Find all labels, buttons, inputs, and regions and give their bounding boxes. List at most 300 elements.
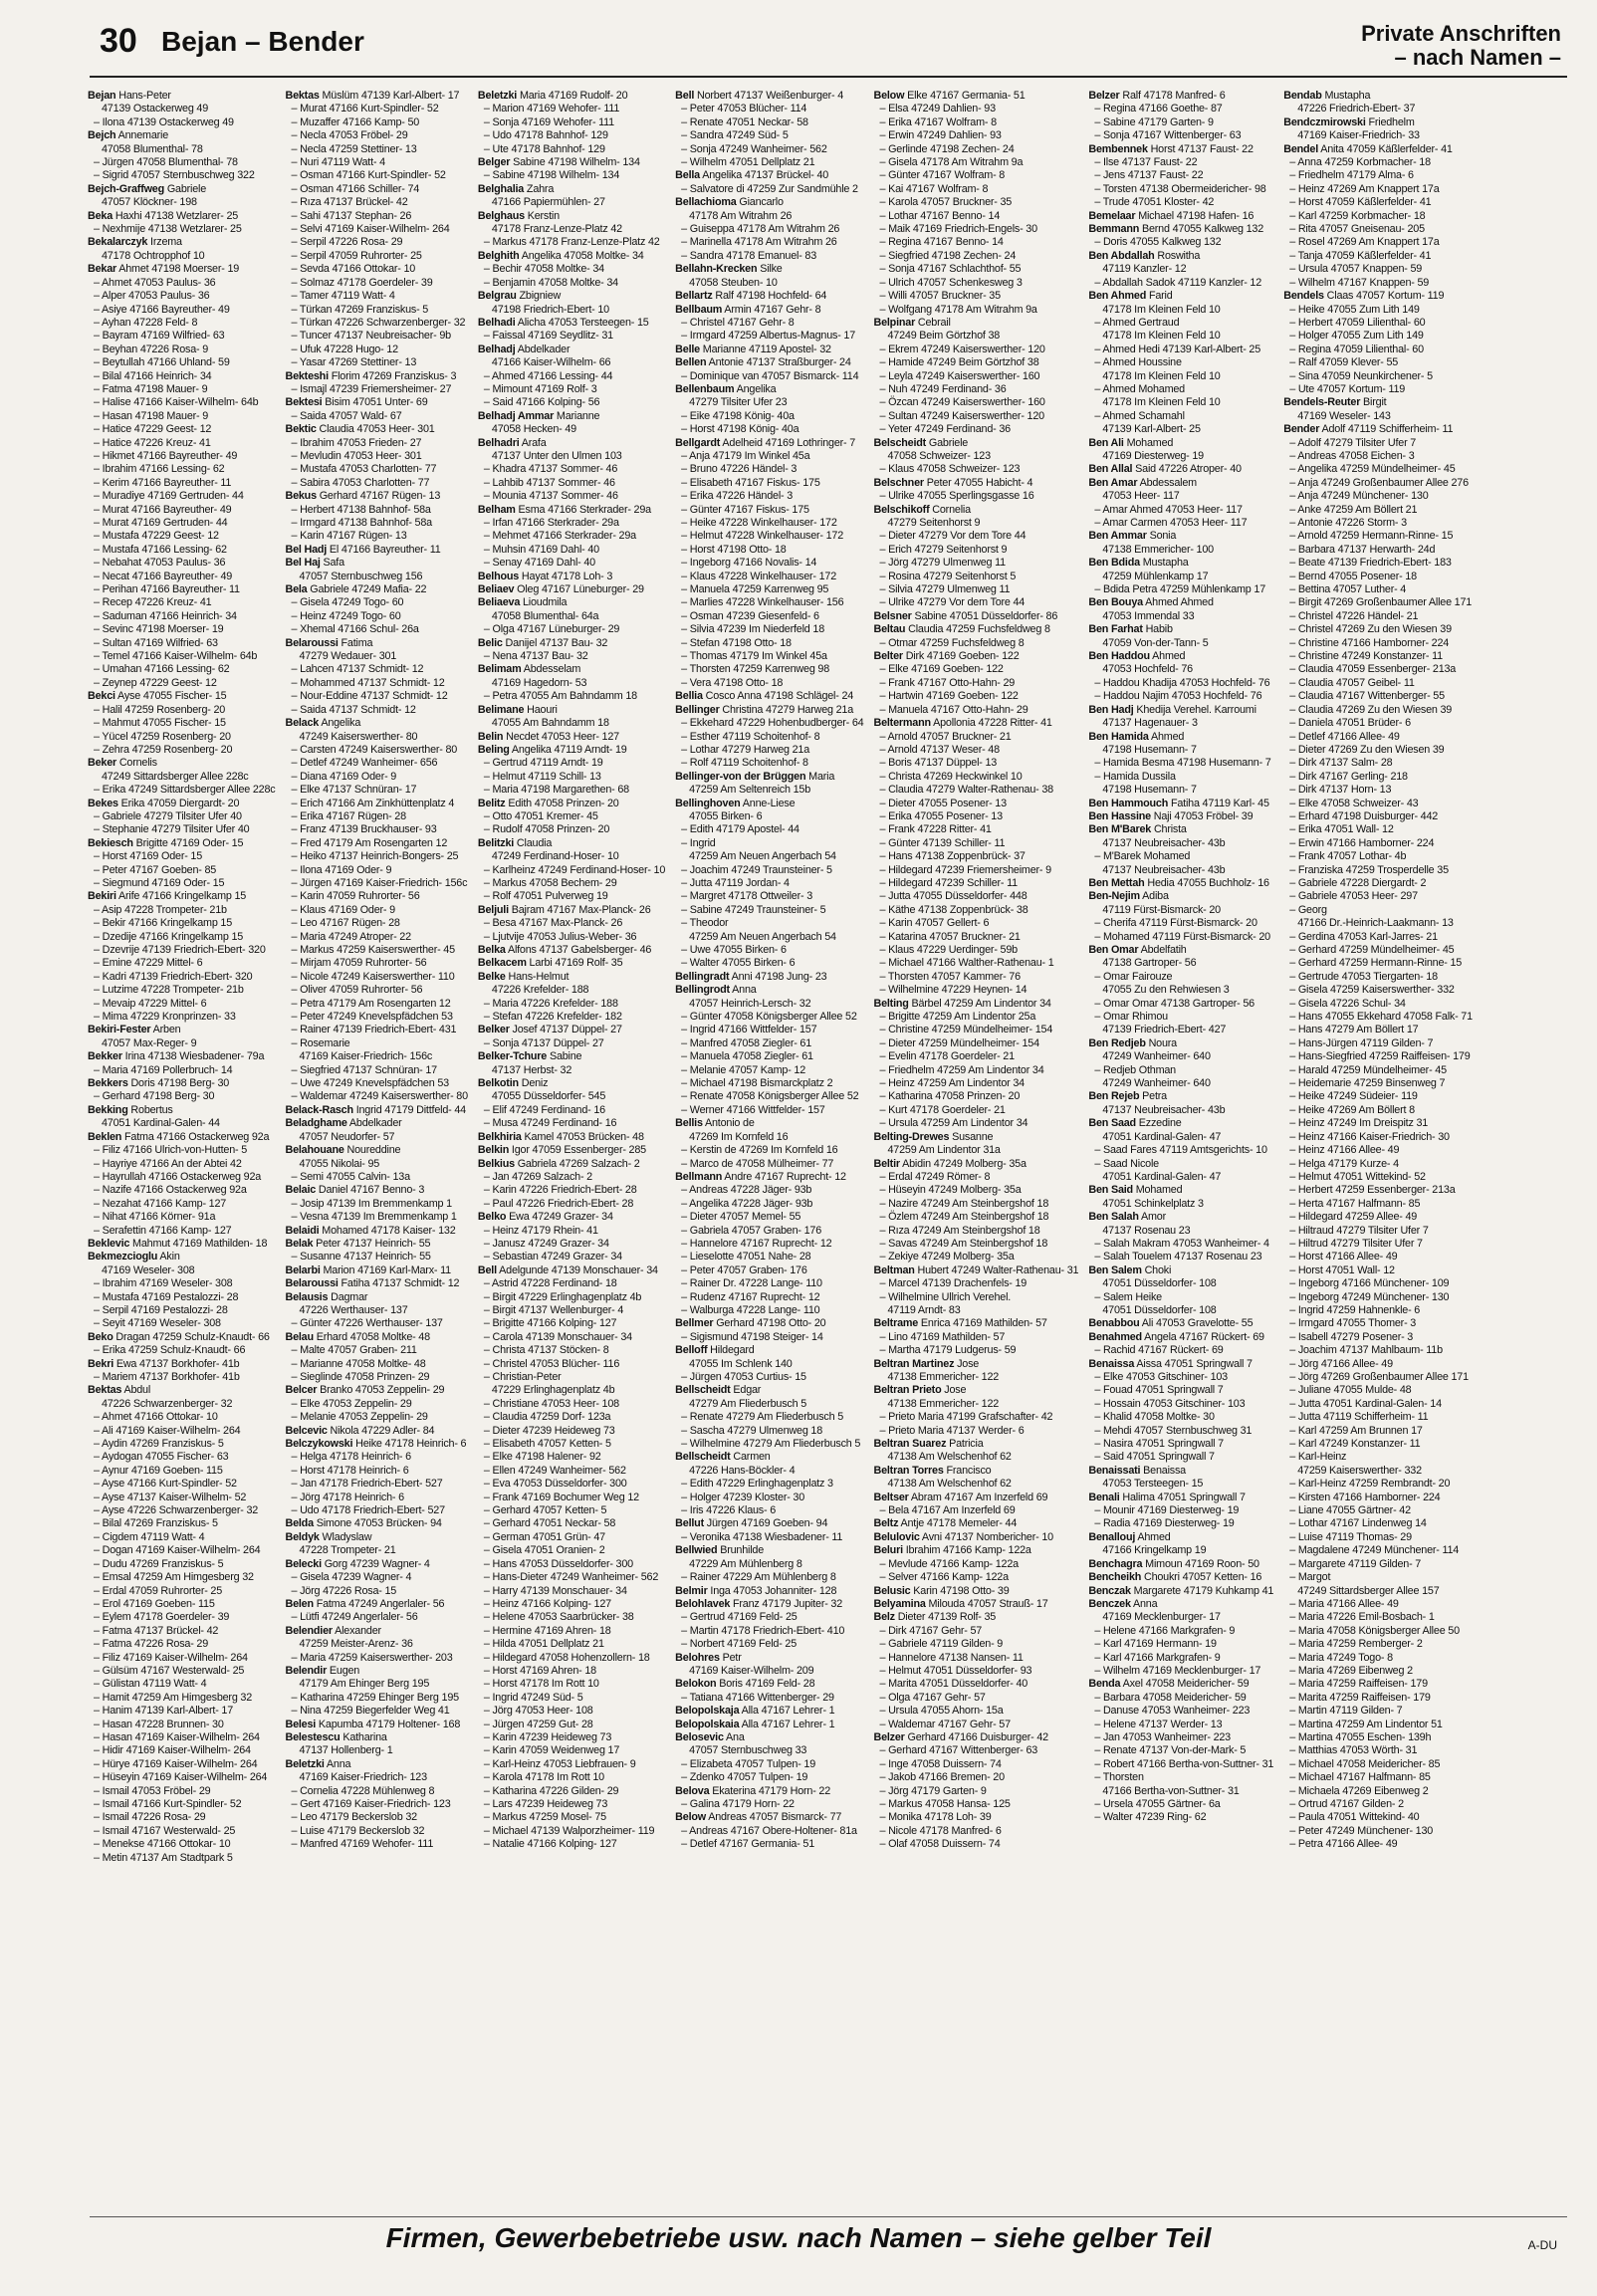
surname: Ben Omar [1088,944,1139,956]
listing-subentry [88,1744,275,1757]
listing-subentry [1283,1211,1473,1224]
listing-subentry [873,396,1078,409]
entry-detail: – Jürgen 47053 Curtius- 15 [681,1371,806,1383]
entry-detail: – Detlef 47249 Wanheimer- 656 [291,757,438,770]
entry-detail: – Ursela 47055 Gärtner- 6a [1094,1798,1221,1810]
entry-detail: Anita 47059 Käßlerfelder- 41 [1320,142,1453,155]
listing-address [1088,663,1273,676]
surname: Bemelaar [1088,209,1136,222]
entry-detail: – Mirjam 47059 Ruhrorter- 56 [291,957,427,970]
surname: Belko [477,1211,507,1224]
entry-detail: – Hasan 47198 Mauer- 9 [94,409,209,422]
listing-address [1088,1131,1273,1144]
entry-detail: – Olga 47167 Lüneburger- 29 [483,623,620,636]
entry-detail: – Harry 47139 Monschauer- 34 [483,1584,627,1597]
listing-address [1088,396,1273,409]
entry-detail: – Claudia 47279 Walter-Rathenau- 38 [879,784,1053,797]
entry-detail: – Carsten 47249 Kaiserswerther- 80 [291,743,458,756]
listing-subentry [1283,370,1473,383]
listing-subentry [1088,169,1273,182]
listing-subentry [1088,1665,1273,1678]
entry-detail: – Karin 47226 Friedrich-Ebert- 28 [483,1184,637,1197]
entry-detail: – Erol 47169 Goeben- 115 [94,1597,215,1610]
listing-entry [873,1465,1078,1478]
listing-subentry [285,784,467,797]
entry-detail: – Nicole 47249 Kaiserswerther- 110 [291,970,455,983]
entry-detail: – Fatma 47226 Rosa- 29 [94,1638,209,1651]
listing-subentry [1088,383,1273,396]
listing-subentry [873,1825,1078,1838]
listing-subentry [478,1358,665,1371]
listing-subentry [478,757,665,770]
listing-subentry [1283,1384,1473,1397]
entry-detail: 47053 Immendal 33 [1102,609,1195,622]
entry-detail: – Jörg 47226 Rosa- 15 [291,1584,397,1597]
listing-entry [675,1117,863,1130]
entry-detail: – Bilal 47166 Heinrich- 34 [94,369,212,382]
listing-subentry [285,143,467,156]
entry-detail: – Bela 47167 Am Inzerfeld 69 [879,1504,1016,1517]
listing-subentry [1283,571,1473,583]
listing-subentry [1088,1638,1273,1651]
listing-subentry [675,423,863,436]
listing-subentry [478,1611,665,1624]
surname: Ben Ammar [1088,530,1147,543]
listing-subentry [1088,757,1273,770]
surname: Benali [1088,1491,1120,1503]
entry-detail: Anni 47198 Jung- 23 [731,970,827,983]
listing-subentry [285,877,467,890]
listing-subentry [873,1104,1078,1117]
listing-subentry [285,1571,467,1584]
listing-subentry [478,1825,665,1838]
entry-detail: – Karl 47259 Korbmacher- 18 [1289,209,1426,222]
entry-detail: – Heike 47228 Winkelhauser- 172 [681,517,837,529]
surname: Belecki [285,1557,322,1570]
listing-subentry [1283,1371,1473,1384]
entry-detail: 47137 Neubreisacher- 43b [1102,863,1226,876]
listing-subentry [1283,156,1473,169]
entry-detail: – Hans 47279 Am Böllert 17 [1289,1024,1419,1036]
listing-entry [285,423,467,436]
entry-detail: 47226 Werthauser- 137 [299,1303,408,1316]
listing-subentry [285,103,467,115]
entry-detail: – Angelika 47228 Jäger- 93b [681,1197,813,1210]
listing-entry [1283,116,1473,129]
entry-detail: – Karin 47059 Weidenweg 17 [483,1744,620,1757]
entry-detail: – Esther 47119 Schoitenhof- 8 [681,730,820,743]
entry-detail: Abdelkader [517,343,570,355]
entry-detail: Angela 47167 Rückert- 69 [1144,1330,1264,1343]
listing-entry [478,596,665,609]
listing-subentry [88,1517,275,1530]
listing-subentry [478,1465,665,1478]
entry-detail: Gabriele [166,182,207,195]
entry-detail: – Horst 47178 Heinrich- 6 [291,1464,409,1477]
listing-subentry [478,490,665,503]
listing-entry [478,1144,665,1157]
entry-detail: Sabine 47051 Düsseldorfer- 86 [914,609,1058,622]
listing-subentry [285,1798,467,1811]
entry-detail: – Marion 47169 Wehofer- 111 [483,103,620,115]
listing-subentry [873,571,1078,583]
listing-subentry [675,156,863,169]
listing-subentry [88,917,275,930]
entry-detail: – Saad Fares 47119 Amtsgerichts- 10 [1094,1144,1267,1157]
section-title-line2: – nach Namen – [1394,45,1561,70]
entry-detail: Zbigniew [519,290,562,303]
entry-detail: 47259 Am Lindentor 31a [887,1144,1001,1157]
listing-subentry [478,383,665,396]
listing-subentry [1088,1371,1273,1384]
listing-subentry [1088,1411,1273,1424]
entry-detail: – Salvatore di 47259 Zur Sandmühle 2 [681,182,858,195]
listing-subentry [88,410,275,423]
listing-address [1088,637,1273,650]
listing-entry [1088,250,1273,263]
entry-detail: 47166 Papiermühlen- 27 [491,196,605,209]
entry-detail: – Gisela 47226 Schul- 34 [1289,997,1406,1010]
listing-subentry [1283,1811,1473,1824]
entry-detail: – Mevlude 47166 Kamp- 122a [879,1557,1019,1570]
listing-address [675,1398,863,1411]
listing-subentry [88,623,275,636]
entry-detail: – Sandra 47249 Süd- 5 [681,129,789,142]
listing-subentry [285,771,467,784]
entry-detail: – Angelika 47259 Mündelheimer- 45 [1289,463,1456,476]
listing-entry [873,1384,1078,1397]
listing-address [675,210,863,223]
entry-detail: – Rosemarie [291,1036,350,1049]
listing-entry [1088,1117,1273,1130]
listing-subentry [478,169,665,182]
entry-detail: – Horst 47198 Otto- 18 [681,543,787,556]
entry-detail: Aissa 47051 Springwall 7 [1136,1357,1253,1370]
listing-subentry [1283,183,1473,196]
entry-detail: – Serpil 47226 Rosa- 29 [291,236,403,249]
listing-subentry [88,637,275,650]
listing-address [873,517,1078,530]
surname: Bekri [88,1357,114,1370]
surname: Bejch-Graffweg [88,182,164,195]
entry-detail: 47058 Schweizer- 123 [887,449,991,462]
listing-subentry [1283,1611,1473,1624]
listing-subentry [675,1251,863,1263]
entry-detail: – Manuela 47259 Karrenweg 95 [681,583,829,596]
listing-subentry [873,1344,1078,1357]
listing-address [1088,1050,1273,1063]
listing-entry [88,1077,275,1090]
surname: Bel Hadj [285,543,328,556]
entry-detail: – Elke 47169 Goeben- 122 [879,663,1004,676]
listing-entry [873,1598,1078,1611]
listing-subentry [873,731,1078,744]
entry-detail: – Juliane 47055 Mulde- 48 [1289,1384,1412,1397]
surname: Ben Redjeb [1088,1036,1146,1049]
entry-detail: – Christine 47259 Mündelheimer- 154 [879,1024,1053,1036]
entry-detail: – Helene 47053 Saarbrücker- 38 [483,1611,634,1624]
entry-detail: – Sevinc 47198 Moerser- 19 [94,623,224,636]
listing-subentry [285,1492,467,1504]
entry-detail: – Hans-Siegfried 47259 Raiffeisen- 179 [1289,1050,1471,1063]
listing-subentry [478,330,665,343]
entry-detail: – Jörg 47179 Garten- 9 [879,1784,987,1797]
listing-columns [88,90,1561,2210]
listing-subentry [1088,1731,1273,1744]
listing-subentry [285,1371,467,1384]
listing-subentry [88,1611,275,1624]
entry-detail: – Lieselotte 47051 Nahe- 28 [681,1251,811,1263]
listing-subentry [675,1104,863,1117]
entry-detail: – Andreas 47228 Jäger- 93b [681,1184,812,1197]
entry-detail: – Karin 47057 Gellert- 6 [879,917,990,930]
entry-detail: – Arnold 47057 Bruckner- 21 [879,730,1012,743]
entry-detail: 47119 Fürst-Bismarck- 20 [1102,903,1221,916]
entry-detail: – Jutta 47051 Kardinal-Galen- 14 [1289,1397,1442,1410]
listing-entry [478,571,665,583]
listing-subentry [1283,610,1473,623]
listing-subentry [675,877,863,890]
surname: Bella [675,169,700,182]
surname: Ben Hamida [1088,730,1149,743]
listing-subentry [873,196,1078,209]
listing-entry [1088,437,1273,450]
entry-detail: Larbi 47169 Rolf- 35 [529,957,623,970]
listing-subentry [1283,1758,1473,1771]
listing-address [88,143,275,156]
entry-detail: – Ahmed Gertraud [1094,316,1180,329]
entry-detail: Doris 47198 Berg- 30 [130,1077,230,1090]
entry-detail: 47169 Mecklenburger- 17 [1102,1611,1221,1624]
entry-detail: Alla 47167 Lehrer- 1 [741,1705,835,1718]
listing-entry [478,744,665,757]
surname: Bemmann [1088,223,1140,236]
entry-detail: – Mustafa 47229 Geest- 12 [94,530,219,543]
entry-detail: 47279 Tilsiter Ufer 23 [689,396,788,409]
listing-subentry [1283,1692,1473,1705]
entry-detail: – Hüseyin 47249 Molberg- 35a [879,1184,1022,1197]
listing-subentry [478,1731,665,1744]
listing-subentry [873,810,1078,823]
listing-entry [1088,557,1273,570]
entry-detail: – Heike 47249 Südeier- 119 [1289,1090,1418,1103]
listing-subentry [88,383,275,396]
entry-detail: – Gabriele 47228 Diergardt- 2 [1289,876,1427,889]
surname: Belusic [873,1584,911,1597]
entry-detail: 47259 Kaiserswerther- 332 [1297,1464,1422,1477]
listing-subentry [88,1731,275,1744]
entry-detail: – Kurt 47178 Goerdeler- 21 [879,1103,1006,1116]
entry-detail: – Perihan 47166 Bayreuther- 11 [94,583,240,596]
entry-detail: – Karl 47166 Markgrafen- 9 [1094,1651,1221,1664]
listing-subentry [873,1277,1078,1290]
listing-subentry [478,1811,665,1824]
listing-subentry [88,277,275,290]
entry-detail: – Hildegard 47058 Hohenzollern- 18 [483,1651,650,1664]
listing-subentry [478,277,665,290]
entry-detail: – Gisela 47239 Wagner- 4 [291,1571,412,1584]
entry-detail: – Rosel 47269 Am Knappert 17a [1289,236,1440,249]
entry-detail: – Heinz 47249 Im Dreispitz 31 [1289,1117,1429,1130]
listing-subentry [1283,850,1473,863]
surname: Ben-Nejim [1088,890,1140,903]
listing-subentry [88,971,275,984]
listing-subentry [675,1478,863,1491]
listing-column [285,90,467,2210]
entry-detail: – Benjamin 47058 Moltke- 34 [483,276,618,289]
surname: Bendczmirowski [1283,115,1366,128]
surname: Bekmezcioglu [88,1251,158,1263]
listing-address [1088,1077,1273,1090]
entry-detail: Anne-Liese [742,797,796,809]
entry-detail: – Saduman 47166 Heinrich- 34 [94,609,237,622]
entry-detail: – Elke 47058 Schweizer- 43 [1289,797,1419,809]
entry-detail: – Tanja 47059 Käßlerfelder- 41 [1289,249,1432,262]
listing-subentry [88,864,275,877]
surname: Belting-Drewes [873,1130,950,1143]
entry-detail: – Ingeborg 47249 Münchener- 130 [1289,1290,1450,1303]
entry-detail: – Karola 47057 Bruckner- 35 [879,196,1013,209]
entry-detail: – Danuse 47053 Wanheimer- 223 [1094,1705,1251,1718]
entry-detail: 47055 Nikolai- 95 [299,1157,380,1170]
entry-detail: – Hiltrud 47279 Tilsiter Ufer 7 [1289,1237,1423,1250]
listing-subentry [285,504,467,517]
entry-detail: 47059 Von-der-Tann- 5 [1102,636,1209,649]
entry-detail: – Helmut 47119 Schill- 13 [483,770,601,783]
entry-detail: – Abdallah Sadok 47119 Kanzler- 12 [1094,276,1262,289]
listing-subentry [1283,1492,1473,1504]
listing-subentry [88,663,275,676]
entry-detail: – Claudia 47269 Zu den Wiesen 39 [1289,703,1453,716]
listing-subentry [285,1811,467,1824]
entry-detail: – Ahmed Mohamed [1094,382,1185,395]
listing-entry [1283,290,1473,303]
listing-subentry [675,1825,863,1838]
listing-subentry [873,263,1078,276]
listing-entry [675,971,863,984]
listing-address [88,1398,275,1411]
listing-subentry [478,650,665,663]
entry-detail: – Ilse 47137 Faust- 22 [1094,156,1198,169]
entry-detail: – Udo 47178 Friedrich-Ebert- 527 [291,1504,445,1517]
entry-detail: Horst 47137 Faust- 22 [1150,142,1254,155]
surname: Belendier [285,1624,333,1637]
listing-subentry [88,717,275,730]
listing-address [675,1665,863,1678]
listing-subentry [675,583,863,596]
listing-subentry [285,210,467,223]
listing-entry [1088,1090,1273,1103]
entry-detail: – Cherifa 47119 Fürst-Bismarck- 20 [1094,917,1257,930]
entry-detail: – Wilhelmine 47279 Am Fliederbusch 5 [681,1438,861,1451]
entry-detail: – Helga 47178 Heinrich- 6 [291,1451,411,1464]
surname: Benczek [1088,1597,1131,1610]
surname: Bektas [88,1384,122,1397]
entry-detail: 47138 Gartroper- 56 [1102,957,1197,970]
entry-detail: 47058 Blumenthal- 64a [491,609,599,622]
entry-detail: – Margret 47178 Ottweiler- 3 [681,890,812,903]
entry-detail: – Ralf 47059 Klever- 55 [1289,356,1399,369]
listing-entry [1088,877,1273,890]
entry-detail: – Klaus 47228 Winkelhauser- 172 [681,570,837,582]
listing-entry [285,1225,467,1238]
listing-subentry [478,263,665,276]
listing-address [1088,1171,1273,1184]
entry-detail: – Erika 47226 Händel- 3 [681,490,794,503]
listing-address [675,1744,863,1757]
listing-entry [675,1785,863,1798]
surname: Bendels-Reuter [1283,396,1361,409]
listing-address [285,1678,467,1691]
listing-subentry [873,1331,1078,1344]
listing-subentry [1283,1090,1473,1103]
entry-detail: Zahra [526,182,555,195]
listing-subentry [88,1558,275,1571]
listing-entry [285,1438,467,1451]
entry-detail: – Wilhelmine Ullrich Verehel. [879,1290,1012,1303]
listing-subentry [1283,437,1473,450]
surname: Bejan [88,90,116,102]
listing-subentry [285,810,467,823]
entry-detail: – Markus 47178 Franz-Lenze-Platz 42 [483,236,660,249]
entry-detail: – Tuncer 47137 Neubreisacher- 9b [291,330,451,343]
listing-entry [675,1652,863,1665]
listing-entry [478,1158,665,1171]
listing-subentry [675,1771,863,1784]
entry-detail: Bärbel 47259 Am Lindentor 34 [911,997,1051,1010]
listing-entry [1088,290,1273,303]
listing-subentry [88,1411,275,1424]
listing-subentry [285,690,467,703]
entry-detail: – Walburga 47228 Lange- 110 [681,1303,820,1316]
listing-subentry [478,557,665,570]
listing-subentry [675,596,863,609]
entry-detail: 47178 Ochtropphof 10 [102,249,205,262]
entry-detail: – Kai 47167 Wolfram- 8 [879,182,989,195]
entry-detail: – Elke 47053 Zeppelin- 29 [291,1397,412,1410]
entry-detail: – Heinz 47179 Rhein- 41 [483,1224,598,1237]
listing-subentry [1088,1291,1273,1304]
surname: Belzer [873,1730,905,1743]
listing-subentry [675,1024,863,1036]
listing-subentry [873,210,1078,223]
listing-subentry [1283,490,1473,503]
listing-subentry [88,1438,275,1451]
listing-entry [285,583,467,596]
listing-subentry [478,1425,665,1438]
entry-detail: – Mariem 47137 Borkhofer- 41b [94,1371,240,1383]
entry-detail: – Karl 47249 Konstanzer- 11 [1289,1438,1421,1451]
entry-detail: – Edith 47179 Apostel- 44 [681,823,799,836]
listing-subentry [1088,1425,1273,1438]
entry-detail: – Petra 47166 Allee- 49 [1289,1838,1398,1851]
listing-entry [88,129,275,142]
surname: Bendab [1283,90,1322,102]
listing-subentry [1283,717,1473,730]
entry-detail: – Waldemar 47167 Gehr- 57 [879,1718,1011,1730]
listing-address [1283,103,1473,115]
entry-detail: – Hayrullah 47166 Ostackerweg 92a [94,1170,262,1183]
entry-detail: – Eylem 47178 Goerdeler- 39 [94,1611,230,1624]
listing-subentry [88,477,275,490]
listing-entry [285,1517,467,1530]
surname: Belopolskaja [675,1705,740,1718]
entry-detail: – Helene 47137 Werder- 13 [1094,1718,1223,1730]
listing-subentry [1283,1238,1473,1251]
listing-subentry [88,677,275,690]
entry-detail: – Nazife 47166 Ostackerweg 92a [94,1184,247,1197]
listing-subentry [478,1838,665,1851]
